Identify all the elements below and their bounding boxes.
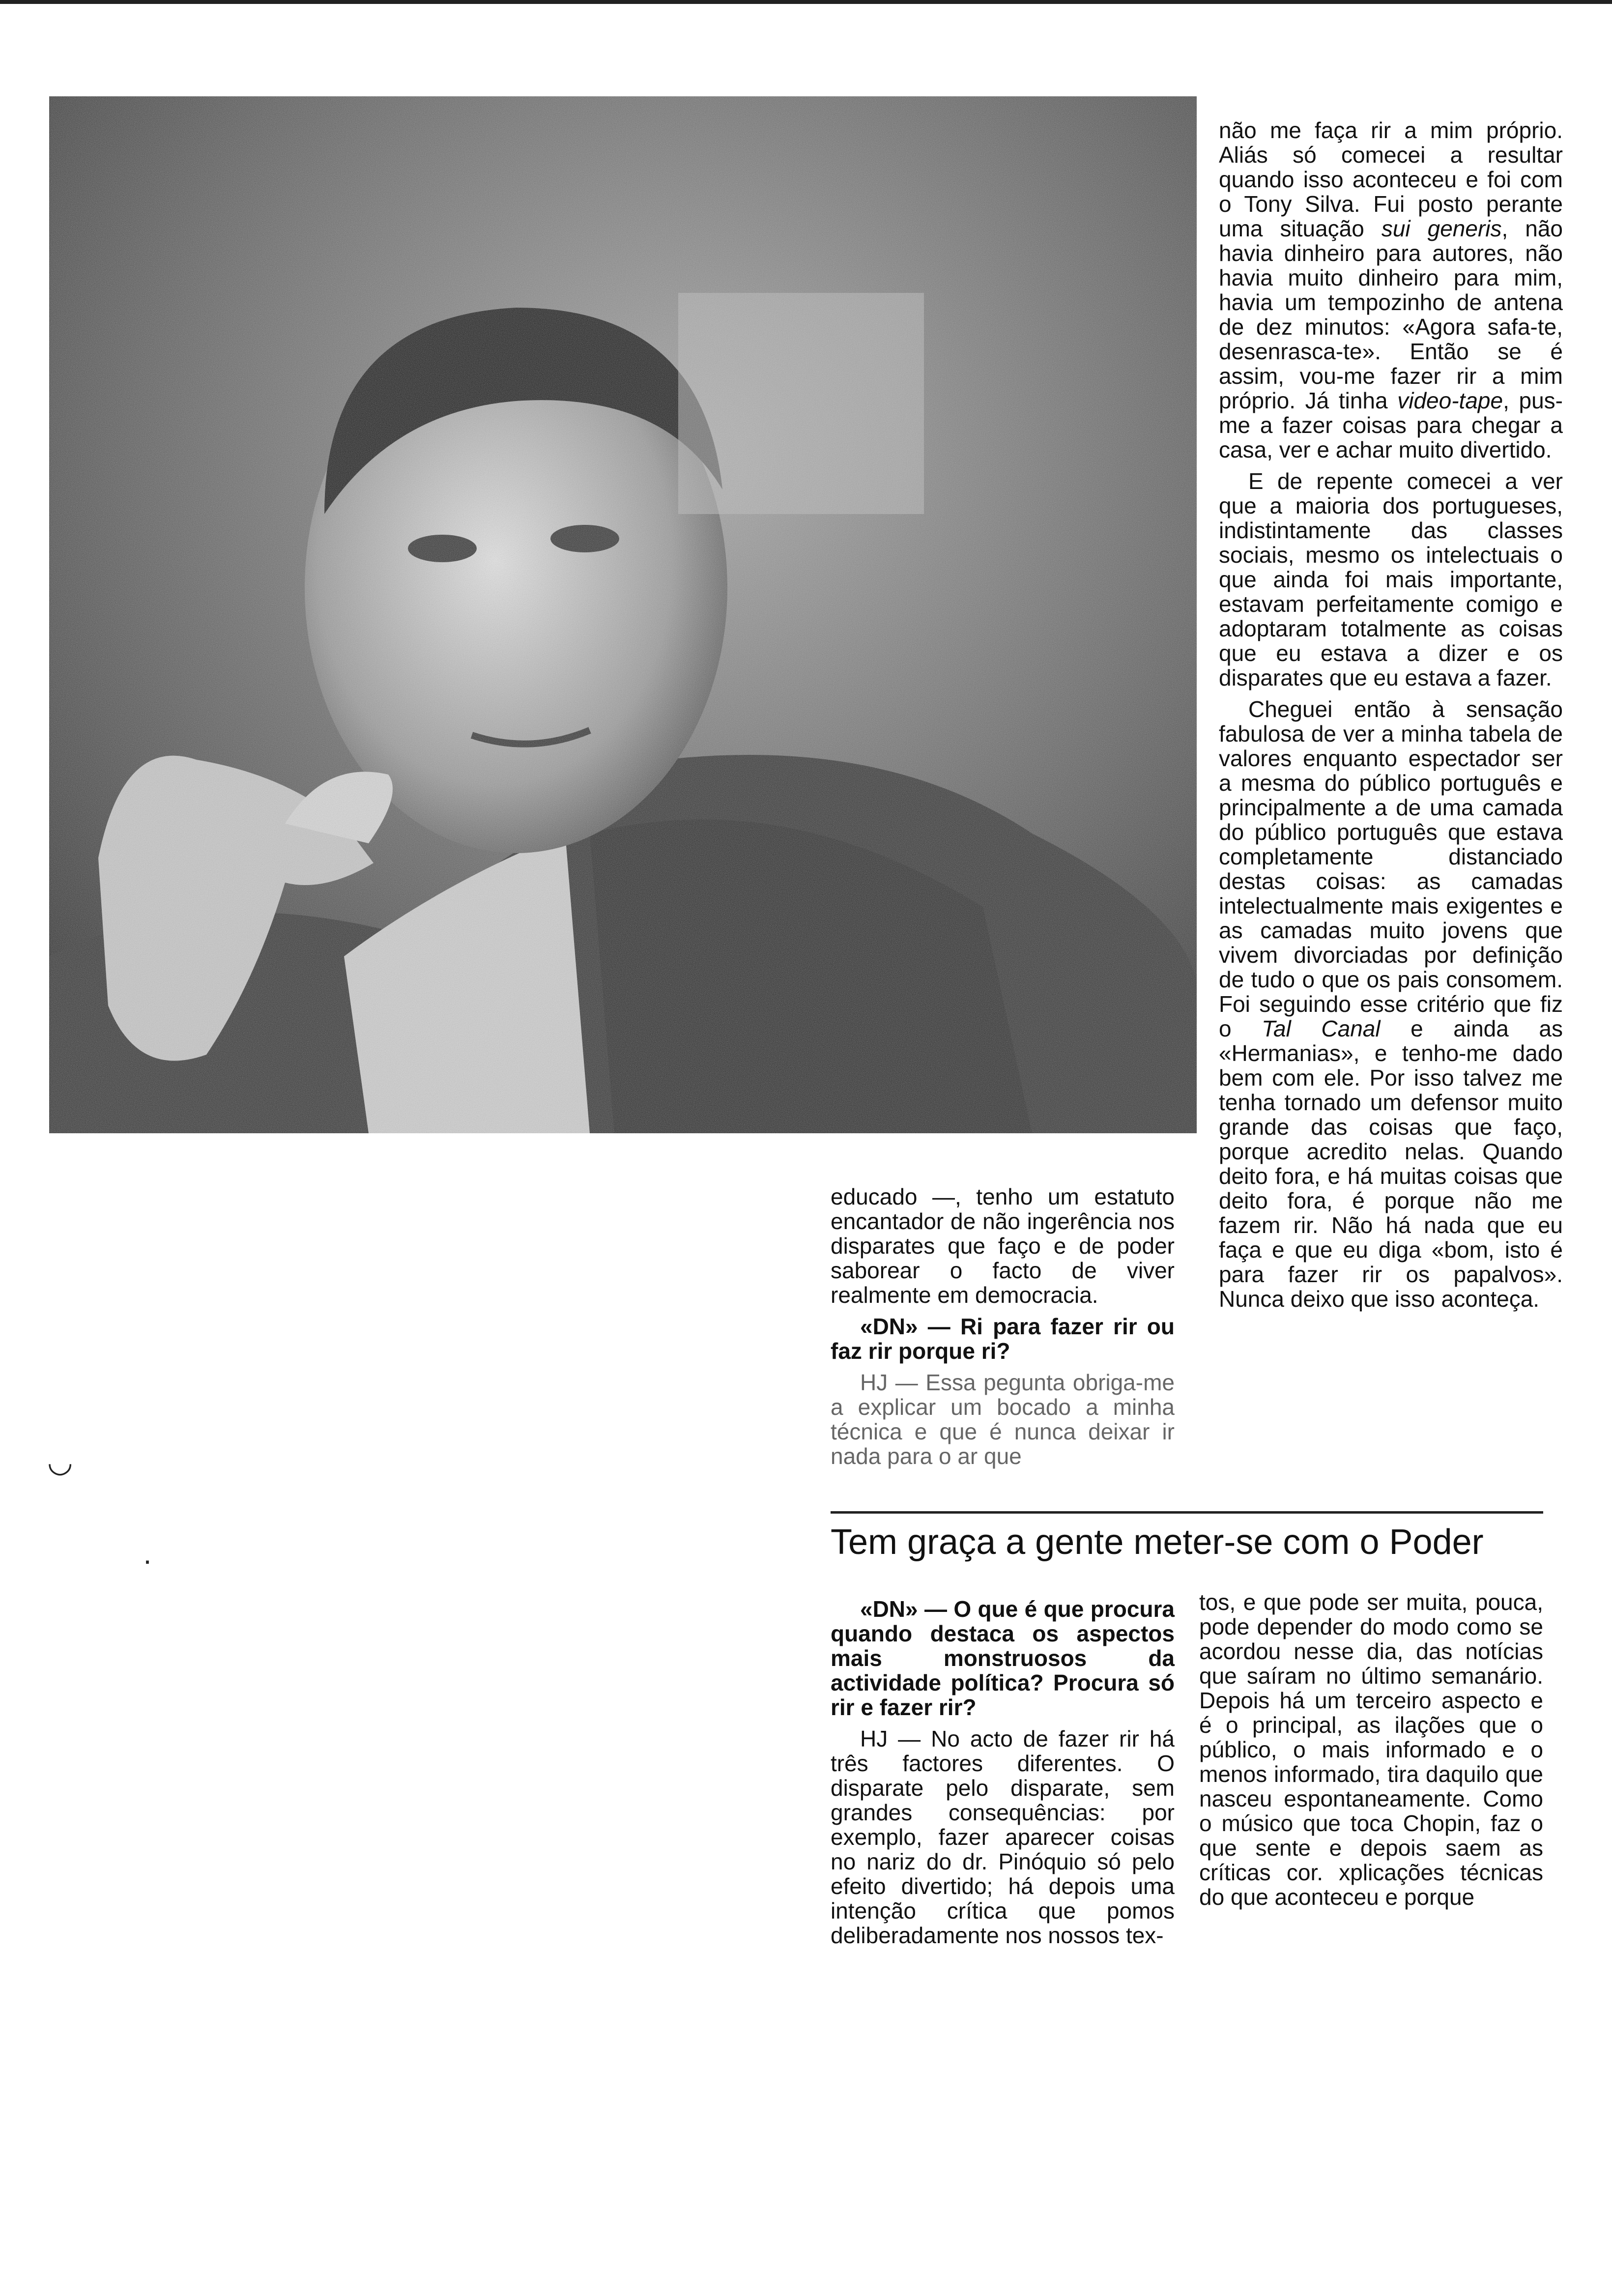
photo-illustration [49,96,1197,1133]
answer: HJ — Essa pegunta obriga-me a explicar um bocado a minha técnica e que é nunca deixar ir nada para o ar que [831,1370,1175,1469]
question: «DN» — Ri para fazer rir ou faz rir porque ri? [831,1314,1175,1364]
article-column-middle [831,1184,1175,1468]
paragraph: E de repente comecei a ver que a maioria dos portugueses, indistintamente das classes sociais, mesmo os intelectuais o que ainda foi mais importante, estavam perfeitamente comigo e adoptaram totalmente as coisas que eu estava a dizer e os disparates que eu estava a fazer. [1219,468,1563,690]
section-divider [831,1511,1543,1514]
interviewee-photo [49,96,1197,1133]
paragraph: não me faça rir a mim próprio. Aliás só comecei a resultar quando isso aconteceu e foi com o Tony Silva. Fui posto perante uma situação sui generis, não havia dinheiro para autores, não havia muito dinheiro para mim, havia um tempozinho de antena de dez minutos: «Agora safa-te, desenrasca-te». Então se é assim, vou-me fazer rir a mim próprio. Já tinha video-tape, pus-me a fazer coisas para chegar a casa, ver e achar muito divertido. [1219,117,1563,462]
paragraph: educado —, tenho um estatuto encantador de não ingerência nos disparates que faço e de poder saborear o facto de viver realmente em democracia. [831,1184,1175,1308]
scan-mark: ◡ [47,1445,73,1478]
paragraph: tos, e que pode ser muita, pouca, pode depender do modo como se acordou nesse dia, das notícias que saíram no último semanário. Depois há um terceiro aspecto e é o principal, as ilações que o público, o mais informado e o menos informado, tira daquilo que nasceu espontaneamente. Como o músico que toca Chopin, faz o que sente e depois saem as críticas cor. xplicações técnicas do que aconteceu e porque [1199,1589,1543,1910]
article-column-bottom-right [1199,1590,1543,1909]
answer: HJ — No acto de fazer rir há três factores diferentes. O disparate pelo disparate, sem grandes consequências: por exemplo, fazer aparecer coisas no nariz do dr. Pinóquio só pelo efeito divertido; há depois uma intenção crítica que pomos deliberadamente nos nossos tex- [831,1726,1175,1948]
scan-mark: · [143,1544,152,1577]
question: «DN» — O que é que procura quando destaca os aspectos mais monstruosos da actividade política? Procura só rir e fazer rir? [831,1596,1175,1720]
top-border [0,0,1612,4]
section-headline: Tem graça a gente meter-se com o Poder [831,1522,1484,1562]
article-column-bottom-left [831,1590,1175,1948]
article-column-right [1219,118,1563,1311]
paragraph: Cheguei então à sensação fabulosa de ver a minha tabela de valores enquanto espectador ser a mesma do público português e principalmente a de uma camada do público português que estava completamente distanciado destas coisas: as camadas intelectualmente mais exigentes e as camadas muito jovens que vivem divorciadas por definição de tudo o que os pais consomem. Foi seguindo esse critério que fiz o Tal Canal e ainda as «Hermanias», e tenho-me dado bem com ele. Por isso talvez me tenha tornado um defensor muito grande das coisas que faço, porque acredito nelas. Quando deito fora, e há muitas coisas que deito fora, é porque não me fazem rir. Não há nada que eu faça e que eu diga «bom, isto é para fazer rir os papalvos». Nunca deixo que isso aconteça. [1219,696,1563,1312]
